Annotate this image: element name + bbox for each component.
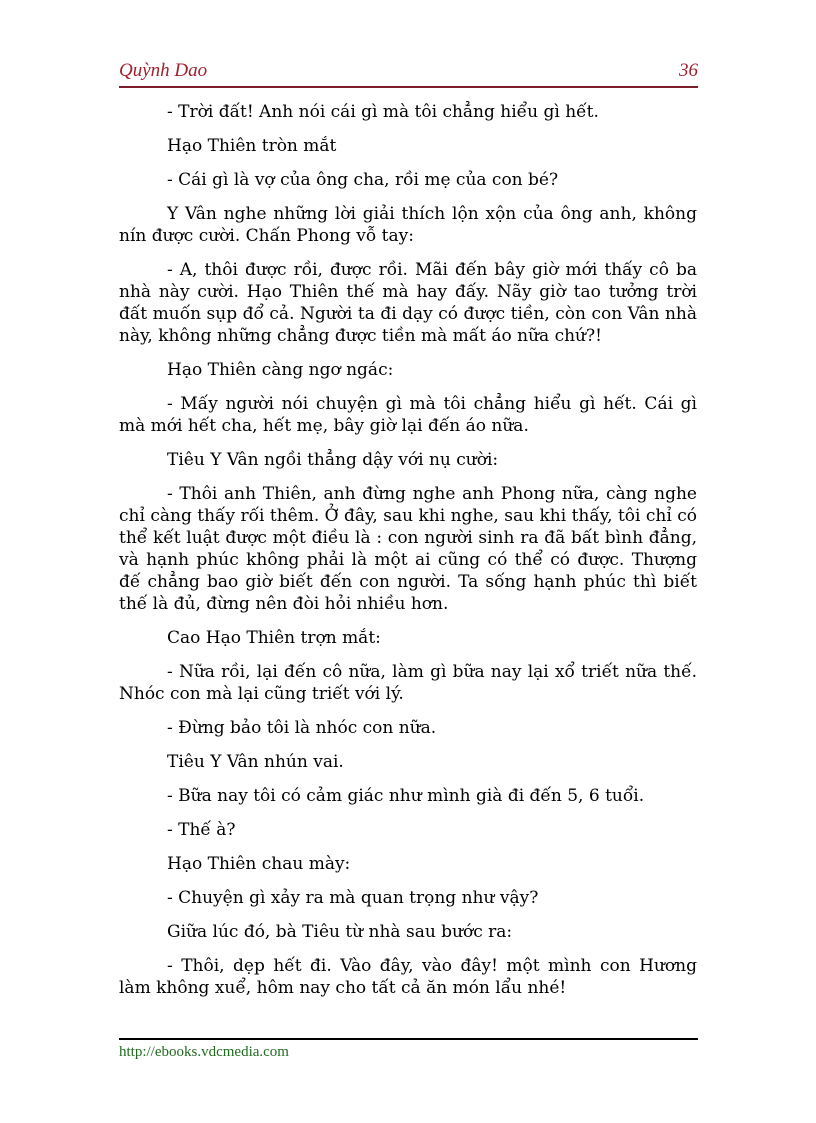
paragraph: - Thế à?	[167, 820, 236, 840]
footer-url-link[interactable]: http://ebooks.vdcmedia.com	[119, 1044, 289, 1060]
paragraph: - A, thôi được rồi, được rồi. Mãi đến bây giờ mới thấy cô ba nhà này cười. Hạo Thiên thế mà hay đấy. Nãy giờ tao tưởng trời đất muốn sụp đổ cả. Người ta đi dạy có được tiền, còn con Vân nhà này, không những chẳng được tiền mà mất áo nữa chứ?!	[119, 260, 697, 346]
paragraph: - Thôi, dẹp hết đi. Vào đây, vào đây! một mình con Hương làm không xuể, hôm nay cho tất cả ăn món lẩu nhé!	[119, 956, 697, 998]
page-body	[119, 101, 697, 1011]
paragraph: Giữa lúc đó, bà Tiêu từ nhà sau bước ra:	[167, 922, 513, 942]
paragraph: Y Vân nghe những lời giải thích lộn xộn của ông anh, không nín được cười. Chấn Phong vỗ tay:	[119, 204, 697, 246]
paragraph: Tiêu Y Vân nhún vai.	[167, 752, 344, 772]
page-header	[119, 60, 698, 88]
paragraph: - Đừng bảo tôi là nhóc con nữa.	[167, 718, 437, 738]
paragraph: - Nữa rồi, lại đến cô nữa, làm gì bữa nay lại xổ triết nữa thế. Nhóc con mà lại cũng triết với lý.	[119, 662, 697, 704]
author-name: Quỳnh Dao	[119, 60, 208, 81]
paragraph: - Chuyện gì xảy ra mà quan trọng như vậy?	[167, 888, 539, 908]
paragraph: - Bữa nay tôi có cảm giác như mình già đi đến 5, 6 tuổi.	[167, 786, 645, 806]
paragraph: - Mấy người nói chuyện gì mà tôi chẳng hiểu gì hết. Cái gì mà mới hết cha, hết mẹ, bây giờ lại đến áo nữa.	[119, 394, 697, 436]
paragraph: - Cái gì là vợ của ông cha, rồi mẹ của con bé?	[167, 170, 559, 190]
footer-divider	[119, 1038, 698, 1040]
paragraph: Hạo Thiên càng ngơ ngác:	[167, 360, 394, 380]
page-number: 36	[679, 60, 698, 81]
paragraph: Tiêu Y Vân ngồi thẳng dậy với nụ cười:	[167, 450, 499, 470]
paragraph: Hạo Thiên chau mày:	[167, 854, 351, 874]
paragraph: - Thôi anh Thiên, anh đừng nghe anh Phong nữa, càng nghe chỉ càng thấy rối thêm. Ở đây, sau khi nghe, sau khi thấy, tôi chỉ có thể kết luật được một điều là : con người sinh ra đã bất bình đẳng, và hạnh phúc không phải là một ai cũng có thể có được. Thượng đế chẳng bao giờ biết đến con người. Ta sống hạnh phúc thì biết thế là đủ, đừng nên đòi hỏi nhiều hơn.	[119, 484, 697, 614]
paragraph: - Trời đất! Anh nói cái gì mà tôi chẳng hiểu gì hết.	[167, 102, 599, 122]
paragraph: Hạo Thiên tròn mắt	[167, 136, 337, 156]
paragraph: Cao Hạo Thiên trợn mắt:	[167, 628, 381, 648]
